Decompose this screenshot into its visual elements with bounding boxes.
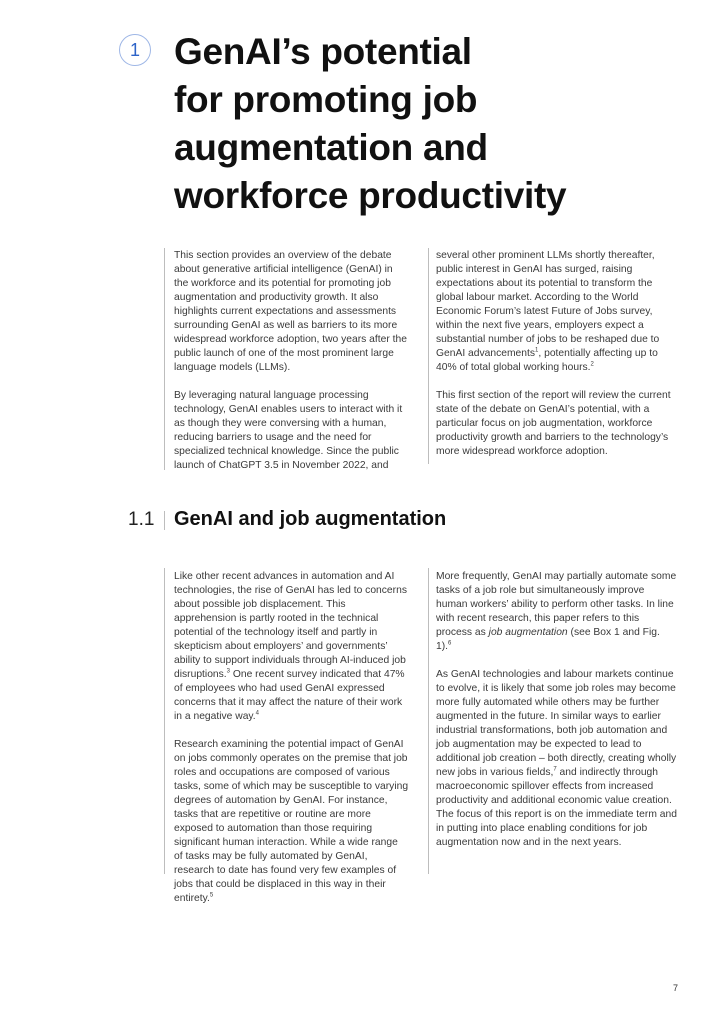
paragraph: As GenAI technologies and labour markets continue to evolve, it is likely that some job roles may become more fully automated while others may be further augmented in the future. In similar ways to earlier industrial transformations, both job automation and job augmentation may be expected to lead to additional job creation – both directly, creating wholly new jobs in various fields,$^7$ and indirectly through macroeconomic spillover effects from increased productivity and additional economic value creation. The focus of this report is on the immediate term and in putting into place enabling conditions for job augmentation now and in the next years.	[436, 669, 677, 848]
paragraph: Research examining the potential impact of GenAI on jobs commonly operates on the premise that job roles and occupations are composed of various tasks, some of which may be susceptible to varying degrees of automation by GenAI. For instance, tasks that are repetitive or routine are more exposed to automation than those requiring significant human interaction. While a wide range of tasks may be fully automated by GenAI, research to date has found very few examples of jobs that could be displaced in this way in their entirety.$^5$	[174, 739, 409, 904]
footnote-ref[interactable]: 4	[255, 710, 260, 717]
page-number: 7	[673, 983, 679, 993]
section-heading-rule	[164, 511, 165, 530]
section-left-column	[174, 570, 409, 906]
section-left-rule	[164, 568, 165, 874]
footnote-ref[interactable]: 6	[448, 640, 452, 647]
intro-left-column	[174, 249, 409, 473]
paragraph: several other prominent LLMs shortly thereafter, public interest in GenAI has surged, raising expectations about its potential to transform the global labour market. According to the World Economic Forum’s latest Future of Jobs survey, within the next five years, employers expect a substantial number of jobs to be reshaped due to GenAI advancements$^1$, potentially affecting up to 40% of total global working hours.$^2$	[436, 250, 660, 373]
footnote-ref[interactable]: 7	[553, 766, 557, 773]
paragraph: By leveraging natural language processing technology, GenAI enables users to interact with it as though they were conversing with a human, reducing barriers to usage and the need for specialized technical knowledge. Since the public launch of ChatGPT 3.5 in November 2022, and	[174, 390, 403, 471]
chapter-title-line: GenAI’s potential	[174, 31, 472, 72]
paragraph: More frequently, GenAI may partially automate some tasks of a job role but simultaneously improve human workers’ ability to perform other tasks. In line with recent research, this paper refers to this process as job augmentation (see Box 1 and Fig. 1).$^6$	[436, 571, 677, 652]
intro-left-rule	[164, 248, 165, 470]
chapter-title-line: augmentation and	[174, 127, 488, 168]
paragraph: This section provides an overview of the debate about generative artificial intelligence (GenAI) in the workforce and its potential for promoting job augmentation and productivity growth. It also highlights current expectations and assessments surrounding GenAI as well as barriers to its more widespread workforce adoption, two years after the public launch of one of the most prominent large language models (LLMs).	[174, 250, 407, 373]
footnote-ref[interactable]: 3	[226, 668, 230, 675]
section-right-column	[436, 570, 678, 850]
paragraph: This first section of the report will review the current state of the debate on GenAI’s potential, with a particular focus on job augmentation, workforce productivity growth and barriers to the technology’s more widespread workforce adoption.	[436, 390, 671, 457]
section-title: GenAI and job augmentation	[174, 508, 447, 530]
footnote-ref[interactable]: 2	[590, 361, 594, 368]
section-number: 1.1	[128, 509, 155, 530]
intro-right-rule	[428, 248, 429, 464]
footnote-ref[interactable]: 1	[535, 347, 539, 354]
chapter-title-line: for promoting job	[174, 79, 478, 120]
chapter-title	[174, 28, 634, 220]
chapter-title-line: workforce productivity	[174, 175, 567, 216]
chapter-number: 1	[129, 40, 140, 60]
footnote-ref[interactable]: 5	[209, 892, 214, 899]
section-right-rule	[428, 568, 429, 874]
chapter-number-badge	[119, 34, 151, 66]
paragraph: Like other recent advances in automation and AI technologies, the rise of GenAI has led to concerns about possible job displacement. This apprehension is partly rooted in the technical potential of the technology itself and partly in skepticism about employers’ and governments’ ability to support individuals through AI-induced job disruptions.$^3$ One recent survey indicated that 47% of employees who had used GenAI expressed concerns that it may affect the nature of their work in a negative way.$^4$	[174, 571, 407, 722]
emphasis-term: job augmentation	[488, 627, 568, 638]
intro-right-column	[436, 249, 678, 459]
